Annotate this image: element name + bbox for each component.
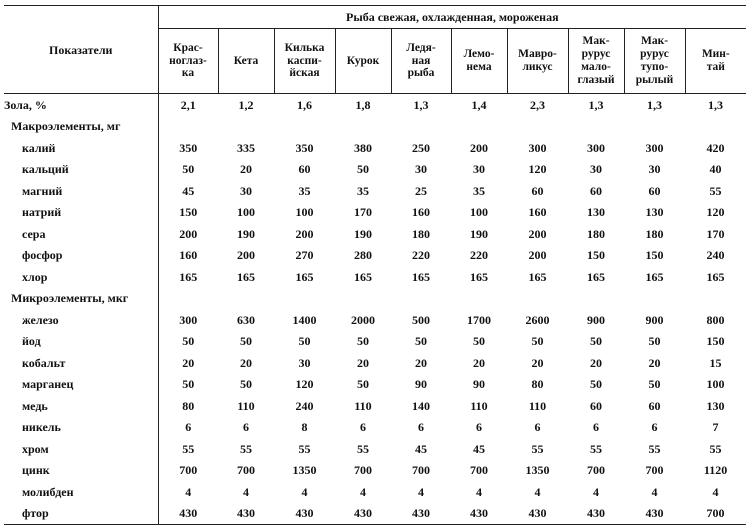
value-cell: 700 bbox=[587, 463, 605, 478]
table-row bbox=[4, 309, 746, 331]
value-cell: 420 bbox=[706, 140, 725, 155]
value-cell: 7 bbox=[712, 420, 719, 435]
value-cell: 4 bbox=[243, 484, 249, 499]
value-cell: 35 bbox=[473, 183, 485, 198]
value-cell: 160 bbox=[179, 248, 198, 263]
value-cell bbox=[685, 116, 746, 138]
value-cell: 30 bbox=[648, 162, 661, 177]
value-cell: 50 bbox=[473, 334, 485, 349]
value-cell: 165 bbox=[412, 269, 430, 284]
value-cell: 4 bbox=[185, 484, 192, 499]
value-cell: 60 bbox=[648, 183, 661, 198]
value-cell: 50 bbox=[240, 377, 252, 392]
value-cell: 30 bbox=[473, 162, 485, 177]
row-label: медь bbox=[4, 395, 158, 417]
value-cell: 165 bbox=[295, 269, 314, 284]
value-cell: 160 bbox=[412, 205, 430, 220]
value-cell: 45 bbox=[182, 183, 195, 198]
value-cell: 25 bbox=[415, 183, 427, 198]
value-cell: 1,3 bbox=[413, 97, 429, 112]
table-row bbox=[4, 352, 746, 374]
value-cell: 30 bbox=[590, 162, 602, 177]
table-row bbox=[4, 137, 746, 159]
value-cell: 630 bbox=[237, 312, 255, 327]
value-cell: 130 bbox=[706, 398, 725, 413]
value-cell: 165 bbox=[470, 269, 488, 284]
row-label: Зола, % bbox=[4, 94, 158, 116]
value-cell: 700 bbox=[645, 463, 664, 478]
value-cell: 6 bbox=[418, 420, 424, 435]
table-row bbox=[4, 460, 746, 482]
value-cell: 4 bbox=[418, 484, 424, 499]
value-cell: 100 bbox=[295, 205, 314, 220]
table-row bbox=[4, 180, 746, 202]
value-cell: 300 bbox=[179, 312, 198, 327]
row-label: железо bbox=[4, 309, 158, 331]
value-cell: 55 bbox=[357, 441, 369, 456]
value-cell bbox=[218, 288, 274, 310]
value-cell: 800 bbox=[706, 312, 725, 327]
value-cell: 180 bbox=[645, 226, 664, 241]
value-cell bbox=[158, 116, 218, 138]
value-cell: 430 bbox=[158, 503, 218, 525]
value-cell: 30 bbox=[298, 355, 311, 370]
value-cell: 55 bbox=[240, 441, 252, 456]
row-label: сера bbox=[4, 223, 158, 245]
value-cell: 180 bbox=[587, 226, 605, 241]
value-cell: 55 bbox=[182, 441, 195, 456]
value-cell: 165 bbox=[528, 269, 547, 284]
value-cell: 50 bbox=[182, 334, 195, 349]
value-cell: 55 bbox=[298, 441, 311, 456]
value-cell bbox=[391, 116, 451, 138]
value-cell: 200 bbox=[528, 248, 547, 263]
value-cell: 6 bbox=[593, 420, 599, 435]
value-cell: 150 bbox=[706, 334, 725, 349]
value-cell: 50 bbox=[415, 334, 427, 349]
value-cell: 280 bbox=[354, 248, 372, 263]
value-cell: 200 bbox=[470, 140, 488, 155]
value-cell: 150 bbox=[587, 248, 605, 263]
value-cell: 165 bbox=[587, 269, 605, 284]
value-cell: 50 bbox=[182, 377, 195, 392]
value-cell: 430 bbox=[451, 503, 507, 525]
value-cell: 2600 bbox=[525, 312, 550, 327]
row-label: кальций bbox=[4, 159, 158, 181]
value-cell: 170 bbox=[354, 205, 372, 220]
value-cell: 700 bbox=[470, 463, 488, 478]
row-label: марганец bbox=[4, 374, 158, 396]
table-row bbox=[4, 503, 746, 525]
value-cell: 50 bbox=[590, 334, 602, 349]
value-cell bbox=[451, 288, 507, 310]
value-cell: 6 bbox=[476, 420, 482, 435]
value-cell: 1120 bbox=[703, 463, 728, 478]
value-cell: 130 bbox=[645, 205, 664, 220]
value-cell: 120 bbox=[295, 377, 314, 392]
value-cell bbox=[568, 116, 624, 138]
value-cell: 6 bbox=[185, 420, 192, 435]
value-cell: 190 bbox=[237, 226, 255, 241]
fish-column-header: Мак- рурус тупо- рылый bbox=[624, 29, 685, 94]
value-cell: 500 bbox=[412, 312, 430, 327]
value-cell: 45 bbox=[415, 441, 427, 456]
value-cell: 50 bbox=[240, 334, 252, 349]
value-cell: 50 bbox=[357, 162, 369, 177]
fish-column-header: Лемо- нема bbox=[451, 29, 507, 94]
value-cell: 45 bbox=[473, 441, 485, 456]
value-cell: 6 bbox=[243, 420, 249, 435]
value-cell: 700 bbox=[237, 463, 255, 478]
value-cell: 20 bbox=[357, 355, 369, 370]
value-cell: 380 bbox=[354, 140, 372, 155]
table-body bbox=[4, 94, 746, 525]
value-cell: 55 bbox=[590, 441, 602, 456]
value-cell: 900 bbox=[587, 312, 605, 327]
value-cell: 430 bbox=[507, 503, 568, 525]
row-label: хром bbox=[4, 438, 158, 460]
value-cell: 20 bbox=[182, 355, 195, 370]
value-cell: 4 bbox=[651, 484, 658, 499]
value-cell: 6 bbox=[534, 420, 541, 435]
value-cell: 1,3 bbox=[708, 97, 724, 112]
value-cell: 40 bbox=[709, 162, 722, 177]
row-label: фосфор bbox=[4, 245, 158, 267]
value-cell: 60 bbox=[298, 162, 311, 177]
fish-column-header: Курок bbox=[335, 29, 391, 94]
value-cell: 430 bbox=[391, 503, 451, 525]
value-cell: 90 bbox=[473, 377, 485, 392]
value-cell: 430 bbox=[218, 503, 274, 525]
value-cell: 110 bbox=[237, 398, 255, 413]
value-cell: 30 bbox=[415, 162, 427, 177]
value-cell: 4 bbox=[476, 484, 482, 499]
value-cell: 4 bbox=[301, 484, 308, 499]
value-cell: 20 bbox=[473, 355, 485, 370]
value-cell: 130 bbox=[587, 205, 605, 220]
value-cell: 120 bbox=[706, 205, 725, 220]
value-cell: 110 bbox=[528, 398, 547, 413]
value-cell: 55 bbox=[648, 441, 661, 456]
value-cell: 170 bbox=[706, 226, 725, 241]
table-row bbox=[4, 266, 746, 288]
value-cell: 1400 bbox=[292, 312, 317, 327]
value-cell: 1350 bbox=[525, 463, 550, 478]
value-cell: 430 bbox=[624, 503, 685, 525]
value-cell: 300 bbox=[528, 140, 547, 155]
value-cell: 2,1 bbox=[180, 97, 196, 112]
value-cell: 4 bbox=[534, 484, 541, 499]
value-cell: 270 bbox=[295, 248, 314, 263]
section-row bbox=[4, 116, 746, 138]
value-cell bbox=[624, 288, 685, 310]
value-cell: 110 bbox=[354, 398, 372, 413]
table-row bbox=[4, 438, 746, 460]
table-row bbox=[4, 374, 746, 396]
value-cell: 60 bbox=[590, 398, 602, 413]
value-cell: 165 bbox=[354, 269, 372, 284]
value-cell bbox=[451, 116, 507, 138]
value-cell: 1,8 bbox=[355, 97, 371, 112]
value-cell: 100 bbox=[237, 205, 255, 220]
value-cell: 55 bbox=[709, 441, 722, 456]
value-cell: 60 bbox=[531, 183, 544, 198]
table-row bbox=[4, 395, 746, 417]
table-row bbox=[4, 245, 746, 267]
value-cell: 120 bbox=[528, 162, 547, 177]
value-cell: 430 bbox=[335, 503, 391, 525]
row-label: цинк bbox=[4, 460, 158, 482]
value-cell: 700 bbox=[179, 463, 198, 478]
section-label: Микроэлементы, мкг bbox=[4, 288, 158, 310]
value-cell: 50 bbox=[648, 334, 661, 349]
value-cell: 300 bbox=[645, 140, 664, 155]
value-cell: 1700 bbox=[467, 312, 491, 327]
table-row bbox=[4, 94, 746, 116]
value-cell: 60 bbox=[648, 398, 661, 413]
value-cell: 220 bbox=[412, 248, 430, 263]
value-cell: 50 bbox=[531, 334, 544, 349]
value-cell: 165 bbox=[237, 269, 255, 284]
value-cell: 50 bbox=[590, 377, 602, 392]
row-label: натрий bbox=[4, 202, 158, 224]
value-cell: 15 bbox=[709, 355, 722, 370]
value-cell: 350 bbox=[295, 140, 314, 155]
row-label: калий bbox=[4, 137, 158, 159]
value-cell: 50 bbox=[357, 377, 369, 392]
value-cell: 50 bbox=[648, 377, 661, 392]
value-cell: 430 bbox=[568, 503, 624, 525]
value-cell: 100 bbox=[470, 205, 488, 220]
value-cell: 900 bbox=[645, 312, 664, 327]
group-header: Рыба свежая, охлажденная, мороженая bbox=[158, 6, 746, 29]
value-cell: 220 bbox=[470, 248, 488, 263]
value-cell: 50 bbox=[298, 334, 311, 349]
fish-minerals-table bbox=[4, 5, 746, 525]
value-cell: 1,4 bbox=[471, 97, 487, 112]
value-cell: 165 bbox=[179, 269, 198, 284]
value-cell: 1350 bbox=[292, 463, 317, 478]
table-row bbox=[4, 331, 746, 353]
value-cell: 700 bbox=[354, 463, 372, 478]
value-cell: 140 bbox=[412, 398, 430, 413]
value-cell: 430 bbox=[274, 503, 335, 525]
value-cell: 90 bbox=[415, 377, 427, 392]
value-cell: 240 bbox=[706, 248, 725, 263]
section-row bbox=[4, 288, 746, 310]
value-cell: 55 bbox=[709, 183, 722, 198]
value-cell: 200 bbox=[237, 248, 255, 263]
value-cell bbox=[274, 116, 335, 138]
value-cell: 55 bbox=[531, 441, 544, 456]
value-cell: 110 bbox=[470, 398, 488, 413]
value-cell: 20 bbox=[648, 355, 661, 370]
value-cell: 240 bbox=[295, 398, 314, 413]
value-cell: 4 bbox=[360, 484, 366, 499]
value-cell: 160 bbox=[528, 205, 547, 220]
value-cell: 165 bbox=[645, 269, 664, 284]
value-cell: 20 bbox=[240, 355, 252, 370]
value-cell bbox=[507, 288, 568, 310]
value-cell: 190 bbox=[354, 226, 372, 241]
value-cell bbox=[391, 288, 451, 310]
value-cell: 350 bbox=[179, 140, 198, 155]
value-cell: 700 bbox=[685, 503, 746, 525]
value-cell: 6 bbox=[651, 420, 658, 435]
value-cell: 300 bbox=[587, 140, 605, 155]
value-cell: 2,3 bbox=[530, 97, 545, 112]
row-label: йод bbox=[4, 331, 158, 353]
value-cell: 1,2 bbox=[238, 97, 254, 112]
value-cell: 2000 bbox=[351, 312, 375, 327]
row-label: молибден bbox=[4, 481, 158, 503]
value-cell: 6 bbox=[360, 420, 366, 435]
value-cell: 50 bbox=[182, 162, 195, 177]
value-cell: 165 bbox=[706, 269, 725, 284]
value-cell: 50 bbox=[357, 334, 369, 349]
table-row bbox=[4, 223, 746, 245]
value-cell: 60 bbox=[590, 183, 602, 198]
row-label: кобальт bbox=[4, 352, 158, 374]
value-cell: 20 bbox=[240, 162, 252, 177]
value-cell bbox=[507, 116, 568, 138]
row-label: магний bbox=[4, 180, 158, 202]
value-cell bbox=[335, 288, 391, 310]
value-cell bbox=[218, 116, 274, 138]
value-cell: 200 bbox=[528, 226, 547, 241]
value-cell: 1,6 bbox=[297, 97, 312, 112]
indicator-header: Показатели bbox=[4, 6, 158, 94]
row-label: хлор bbox=[4, 266, 158, 288]
value-cell: 4 bbox=[593, 484, 599, 499]
value-cell bbox=[158, 288, 218, 310]
value-cell: 200 bbox=[295, 226, 314, 241]
fish-column-header: Кета bbox=[218, 29, 274, 94]
row-label: никель bbox=[4, 417, 158, 439]
section-label: Макроэлементы, мг bbox=[4, 116, 158, 138]
table-row bbox=[4, 417, 746, 439]
value-cell: 8 bbox=[301, 420, 308, 435]
fish-column-header: Килька каспи- йская bbox=[274, 29, 335, 94]
value-cell: 35 bbox=[298, 183, 311, 198]
row-label: фтор bbox=[4, 503, 158, 525]
value-cell: 20 bbox=[415, 355, 427, 370]
table-row bbox=[4, 481, 746, 503]
fish-column-header: Мавро- ликус bbox=[507, 29, 568, 94]
fish-column-header: Ледя- ная рыба bbox=[391, 29, 451, 94]
fish-column-header: Крас- ноглаз- ка bbox=[158, 29, 218, 94]
value-cell: 180 bbox=[412, 226, 430, 241]
value-cell bbox=[568, 288, 624, 310]
value-cell: 1,3 bbox=[588, 97, 604, 112]
value-cell: 200 bbox=[179, 226, 198, 241]
value-cell: 20 bbox=[590, 355, 602, 370]
value-cell: 30 bbox=[240, 183, 252, 198]
value-cell: 100 bbox=[706, 377, 725, 392]
value-cell bbox=[624, 116, 685, 138]
value-cell: 250 bbox=[412, 140, 430, 155]
value-cell: 4 bbox=[712, 484, 719, 499]
value-cell bbox=[274, 288, 335, 310]
fish-column-header: Мак- рурус мало- глазый bbox=[568, 29, 624, 94]
value-cell: 80 bbox=[531, 377, 544, 392]
fish-column-header: Мин- тай bbox=[685, 29, 746, 94]
value-cell: 335 bbox=[237, 140, 255, 155]
value-cell bbox=[685, 288, 746, 310]
value-cell: 190 bbox=[470, 226, 488, 241]
value-cell: 700 bbox=[412, 463, 430, 478]
value-cell: 80 bbox=[182, 398, 195, 413]
value-cell: 1,3 bbox=[647, 97, 662, 112]
value-cell bbox=[335, 116, 391, 138]
value-cell: 35 bbox=[357, 183, 369, 198]
value-cell: 20 bbox=[531, 355, 544, 370]
value-cell: 150 bbox=[179, 205, 198, 220]
table-row bbox=[4, 202, 746, 224]
value-cell: 150 bbox=[645, 248, 664, 263]
table-row bbox=[4, 159, 746, 181]
